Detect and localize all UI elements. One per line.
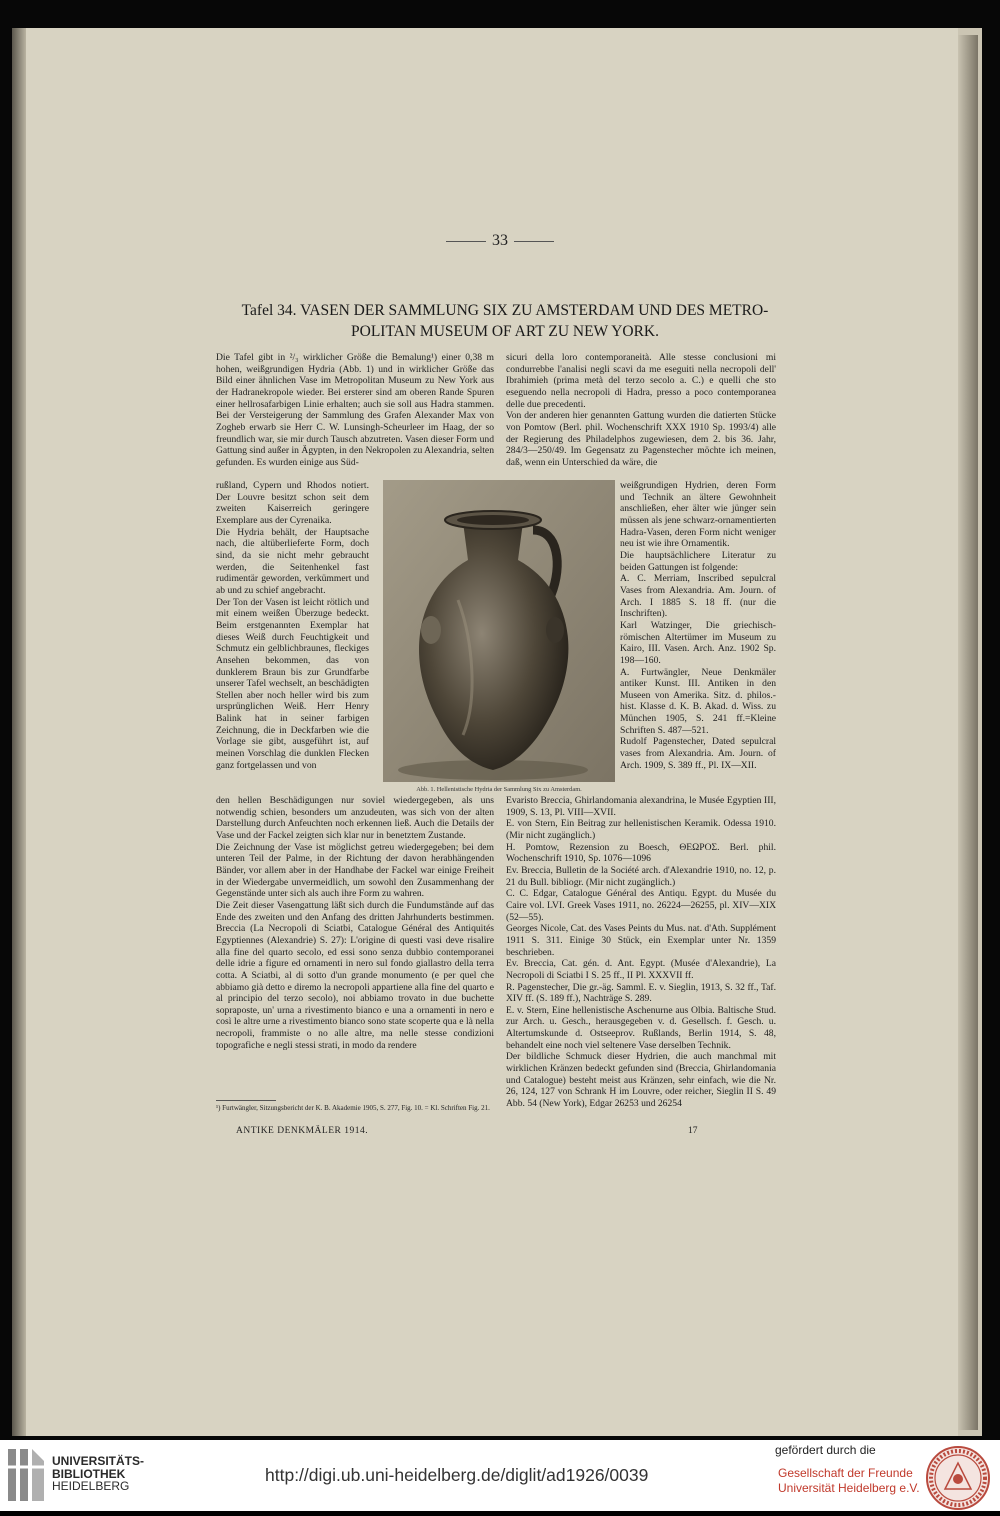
signature-number: 17 [688,1126,698,1136]
left-column-wrap: rußland, Cypern und Rhodos notiert. Der Louvre besitzt schon seit dem zweiten Kaiserreich geringere Exemplare aus der Cyrenaika. Die Hydria behält, der Hauptsache nach, die altüberlieferte Form, doch sind, da sie nicht mehr gebraucht werden, die Seitenhenkel fast rudimentär geworden, verkümmert und ab und zu schief angebracht. Der Ton der Vasen ist leicht rötlich und mit einem weißen Überzuge bedeckt. Beim erstgenannten Exemplar hat dieses Weiß durch Feuchtigkeit und Schmutz ein gelblichbraunes, fleckiges Ansehen bekommen, das von dunklerem Braun bis zur Grundfarbe unserer Tafel wechselt, an beschädigten Stellen aber noch heller wird bis zum ursprünglichen Weiß. Herr Henry Balink hat in seiner farbigen Zeichnung, die in Deckfarben wie die Vorlage sie gibt, ausgeführt ist, auf meinen Vorschlag die dunklen Flecken ganz fortgelassen und von [216,480,369,771]
title-line-2: POLITAN MUSEUM OF ART ZU NEW YORK. [351,323,659,340]
ub-heidelberg-logo-icon[interactable] [6,1447,46,1503]
plate-title [220,300,790,342]
university-seal-icon [925,1445,991,1511]
footnote-divider [216,1100,276,1101]
library-name-line-2: BIBLIOTHEK [52,1466,126,1481]
right-column-wrap: weißgrundigen Hydrien, deren Form und Technik an ältere Gewohnheit anschließen, eher älter wie jünger sein müssen als jene schwarz-ornamentierten Hadra-Vasen, deren Form nicht weniger neu ist wie ihre Ornamentik. Die hauptsächlichere Literatur zu beiden Gattungen ist folgende: A. C. Merriam, Inscribed sepulcral Vases from Alexandria. Am. Journ. of Arch. I 1885 S. 18 ff. (nur die Inschriften). Karl Watzinger, Die griechisch-römischen Altertümer im Museum zu Kairo, III. Vasen. Arch. Anz. 1902 Sp. 198—160. A. Furtwängler, Neue Denkmäler antiker Kunst. III. Antiken in den Museen von Amerika. Sitz. d. philos.-hist. Klasse d. K. B. Akad. d. Wiss. zu München 1905, S. 241 ff.=Kleine Schriften S. 487—521. Rudolf Pagenstecher, Dated sepulcral vases from Alexandria. Am. Journ. of Arch. 1909, S. 389 ff., Pl. IX—XII. [620,480,776,771]
page-left-edge [12,28,26,1436]
right-column-top: sicuri della loro contemporaneità. Alle stesse conclusioni mi condurrebbe l'analisi negli scavi da me eseguiti nella necropoli dell' Ibrahimieh (prima metà del terzo secolo a. C.) e quelli che sto eseguendo nella necropoli di Hadra, presso a poco contemporanea delle due precedenti. Von der anderen hier genannten Gattung wurden die datierten Stücke von Pomtow (Berl. phil. Wochenschrift XXX 1910 Sp. 1993/4) alle der Regierung des Philadelphos zugewiesen, dem 2. bis 36. Jahr, 284/3—250/49. Im Gegensatz zu Pagenstecher möchte ich meinen, daß, wenn ein Unterschied da wäre, die [506,352,776,468]
sponsor-label: gefördert durch die [775,1443,876,1457]
page-number: 33 [430,232,570,250]
library-name-line-1: UNIVERSITÄTS- [52,1454,145,1468]
sponsor-name-line-1: Gesellschaft der Freunde [778,1466,913,1480]
sponsor-name-line-2: Universität Heidelberg e.V. [778,1481,920,1495]
right-column-bottom: Evaristo Breccia, Ghirlandomania alexandrina, le Musée Egyptien III, 1909, S. 13, Pl. VIII—XVII. E. von Stern, Ein Beitrag zur hellenistischen Keramik. Odessa 1910. (Mir nicht zugänglich.) H. Pomtow, Rezension zu Boesch, ΘΕΩΡΟΣ. Berl. phil. Wochenschrift 1910, Sp. 1076—1096 Ev. Breccia, Bulletin de la Société arch. d'Alexandrie 1910, no. 12, p. 21 du Bull. bibliogr. (Mir nicht zugänglich.) C. C. Edgar, Catalogue Général des Antiqu. Egypt. du Musée du Caire vol. LVI. Greek Vases 1911, no. 26224—26255, pl. XIV—XIX (52—55). Georges Nicole, Cat. des Vases Peints du Mus. nat. d'Ath. Supplément 1911 S. 311. Einige 30 Stück, ein Exemplar unter Nr. 1359 beschrieben. Ev. Breccia, Cat. gén. d. Ant. Egypt. (Musée d'Alexandrie), La Necropoli di Sciatbi I S. 25 ff., II Pl. XXXVII ff. R. Pagenstecher, Die gr.-äg. Samml. E. v. Sieglin, 1913, S. 32 ff., Taf. XIV ff. (S. 189 ff.), Nachträge S. 289. E. v. Stern, Eine hellenistische Aschenurne aus Olbia. Baltische Stud. zur Arch. u. Gesch., herausgegeben v. d. Gesellsch. f. Gesch. u. Altertumskunde d. Ostseeprov. Rußlands, Berlin 1914, S. 48, behandelt eine noch viel seltenere Vase derselben Technik. Der bildliche Schmuck dieser Hydrien, die auch manchmal mit wirklichen Kränzen bedeckt gefunden sind (Breccia, Ghirlandomania und Catalogue) besteht meist aus Kränzen, sehr einfach, wie die Nr. 26, 124, 127 von Schrank H im Louvre, oder reicher, Sieglin II S. 49 Abb. 54 (New York), Edgar 26253 und 26254 [506,795,776,1110]
figure-caption: Abb. 1. Hellenistische Hydria der Sammlung Six zu Amsterdam. [416,786,582,793]
left-column-top: Die Tafel gibt in ²/₃ wirklicher Größe die Bemalung¹) einer 0,38 m hohen, weißgrundigen Hydria (Abb. 1) und in wirklicher Größe das Bild einer ähnlichen Vase im Metropolitan Museum zu New York aus der Hadranekropole wieder. Bei ersterer sind am oberen Rande Spuren einer hellrosafarbigen Linie erhalten; auch sie soll aus Hadra stammen. Bei der Versteigerung der Sammlung des Grafen Alexander Max von Zogheb erwarb sie Herr C. W. Lunsingh-Scheurleer im Haag, der so freundlich war, sie mir durch Tausch abzutreten. Vasen dieser Form und Gattung sind außer in Ägypten, in den Nekropolen zu Alexandria, selten gefunden. Es wurden einige aus Süd- [216,352,494,468]
sponsor-name[interactable] [778,1466,920,1496]
library-name [52,1455,144,1493]
signature-line: ANTIKE DENKMÄLER 1914. [236,1126,369,1136]
title-line-1: Tafel 34. VASEN DER SAMMLUNG SIX ZU AMSTERDAM UND DES METRO- [241,302,769,319]
document-url-link[interactable]: http://digi.ub.uni-heidelberg.de/diglit/ad1926/0039 [265,1465,649,1485]
library-name-line-3: HEIDELBERG [52,1479,130,1493]
hydria-photograph [383,480,615,782]
footnote: ¹) Furtwängler, Sitzungsbericht der K. B. Akademie 1905, S. 277, Fig. 10. = Kl. Schriften Fig. 21. [216,1104,490,1112]
page-right-edge [958,35,978,1430]
left-column-bottom: den hellen Beschädigungen nur soviel wiedergegeben, als uns notwendig schien, besonders um anzudeuten, was sich von der alten Darstellung durch Anfeuchten noch erkennen ließ. Auch die Details der Vase und der Fackel zeigten sich klar nur in benetztem Zustande. Die Zeichnung der Vase ist möglichst getreu wiedergegeben; bei dem unteren Teil der Palme, in der Richtung der davon herabhängenden Bänder, vor allem aber in der Handhabe der Fackel war einige Freiheit in der Wiedergabe unvermeidlich, um sowohl den Zusammenhang der Gegenstände unter sich als auch ihre Form zu wahren. Die Zeit dieser Vasengattung läßt sich durch die Fundumstände auf das Ende des zweiten und den Anfang des dritten Jahrhunderts bestimmen. Breccia (La Necropoli di Sciatbi, Catalogue Général des Antiquités Egyptiennes (Alexandrie) S. 27): L'origine di questi vasi deve risalire alla fine del quarto secolo, ed essi sono senza dubbio contemporanei delle idrie a figure ed ornamenti in nero sul fondo giallastro della terra cotta. A Sciatbi, al di sotto d'un grande monumento (e per quel che abbiamo già detto e diremo la necropoli appartiene alla fine del quarto e al principio del terzo secolo), noi abbiamo trovato in due buchette sopraposte, un' urna a rivestimento bianco e una a ornamenti in nero e così le altre urne a rivestimento bianco sono state scoperte qua e là nella necropoli, frammiste o no alle altre, ma nelle stesse condizioni topografiche e negli stessi strati, in modo da rendere [216,795,494,1051]
hydria-vase-image [383,480,615,782]
